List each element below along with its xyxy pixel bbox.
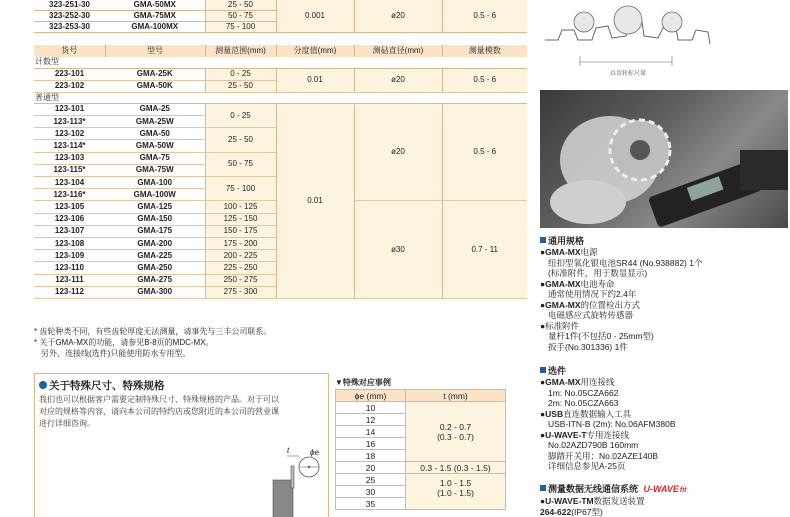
list-item-text: 标准附件 [545, 320, 580, 331]
main-table-wrap [34, 45, 527, 299]
blue-bullet-icon [39, 381, 47, 389]
u-wave-logo [644, 484, 687, 494]
cell-module: 0.5 - 6 [442, 0, 527, 33]
list-item-text: 电源 [580, 247, 598, 257]
cell-diameter: ø30 [354, 201, 442, 299]
cell-range: 125 - 150 [205, 213, 276, 225]
header-t: t (mm) [406, 390, 506, 402]
micrometer-photo-art [540, 90, 788, 228]
main-table [34, 45, 527, 299]
list-item-text: 专用连接线 [586, 429, 630, 440]
cell-model: GMA-75W [105, 164, 205, 176]
list-item [540, 419, 788, 430]
list-item [540, 321, 788, 332]
cell-t-group1 [406, 402, 506, 462]
cell-module: 0.5 - 6 [442, 103, 527, 201]
cell-code: 123-104 [34, 177, 105, 189]
header-code: 货号 [34, 45, 105, 57]
footnote-2: * 关于GMA-MX的功能，请参见B-8页的MDC-MX。 [34, 338, 214, 347]
list-item [540, 430, 788, 441]
diagram-label-phi: ϕe [310, 448, 319, 457]
cell-code: 123-110 [34, 262, 105, 274]
special-table-header [336, 390, 506, 402]
list-item-text: 的位置检出方式 [580, 299, 641, 310]
right-panel [530, 0, 790, 517]
list-item-bold: ● [540, 320, 546, 331]
list-item [540, 440, 788, 451]
blue-square-icon [540, 485, 546, 491]
opt-title-row [540, 366, 788, 377]
special-text-line: 对应的规格等内容，请向本公司的特约店或您附近的本公司的营业课 [39, 407, 279, 416]
cell-model: GMA-50K [105, 80, 205, 92]
list-item [540, 507, 788, 517]
list-item-text: 用连接线 [580, 377, 615, 387]
table-header [34, 45, 527, 57]
cell-code: 123-116* [34, 189, 105, 201]
list-item-text: 数据发送装置 [593, 496, 645, 506]
cell-t-group2: 0.3 - 1.5 (0.3 - 1.5) [406, 462, 506, 474]
top-table [34, 0, 527, 33]
list-item [540, 342, 788, 353]
list-item-text: 直连数据输入工具 [563, 408, 632, 419]
wireless-title: 测量数据无线通信系统 [548, 484, 639, 494]
cell-diameter: ø20 [354, 68, 442, 92]
product-photo [540, 90, 788, 228]
list-item [540, 300, 788, 311]
logo-text: U-WAVE [643, 484, 679, 494]
cell-module: 0.5 - 6 [442, 68, 527, 92]
cell-code: 123-102 [34, 128, 105, 140]
list-item-text: 电磁感应式旋转传感器 [548, 310, 634, 320]
cell-code: 123-112 [34, 286, 105, 298]
std-title-row [540, 236, 788, 247]
cell-range: 50 - 75 [205, 152, 276, 176]
cell-range: 0 - 25 [205, 103, 276, 127]
diagram-label-t: t [287, 446, 290, 455]
cell-range: 25 - 50 [205, 80, 276, 92]
list-item [540, 377, 788, 388]
cell-model: GMA-25 [105, 103, 205, 115]
blue-square-icon [540, 367, 546, 373]
list-item [540, 398, 788, 409]
list-item-text: 详细信息参见A-25页 [548, 461, 626, 471]
cell-model: GMA-25K [105, 68, 205, 80]
cell-model: GMA-100 [105, 177, 205, 189]
cell-model: GMA-275 [105, 274, 205, 286]
special-size-box [34, 373, 329, 517]
cell-range: 0 - 25 [205, 68, 276, 80]
cell-range: 225 - 250 [205, 262, 276, 274]
cell-code: 223-102 [34, 80, 105, 92]
cell-model: GMA-150 [105, 213, 205, 225]
cell-model: GMA-50W [105, 140, 205, 152]
cell-t-group3 [406, 474, 506, 510]
list-item-text: 电池寿命 [580, 278, 615, 289]
cell-code: 123-103 [34, 152, 105, 164]
list-item-bold: ●GMA-MX [540, 247, 581, 257]
list-item [540, 247, 788, 258]
cell-diameter: ø20 [354, 0, 442, 33]
spindle-shape [273, 480, 293, 517]
cell-range: 25 - 50 [205, 128, 276, 152]
special-table [335, 389, 506, 510]
list-item-text: 扳手(No.301336) 1件 [548, 341, 628, 352]
cell-code: 123-101 [34, 103, 105, 115]
cell-model: GMA-300 [105, 286, 205, 298]
list-item-bold: ●GMA-MX [540, 278, 581, 289]
cell-model: GMA-125 [105, 201, 205, 213]
list-item [540, 451, 788, 462]
special-text [39, 394, 279, 430]
standard-spec [540, 236, 788, 352]
cell-code: 323-253-30 [34, 22, 105, 33]
cell-resolution: 0.01 [276, 103, 354, 298]
special-row [336, 402, 506, 414]
cell-range: 175 - 200 [205, 237, 276, 249]
cell-phi: 35 [336, 498, 406, 510]
list-item-text: (标准附件，用于数显显示) [548, 268, 648, 278]
cell-code: 123-109 [34, 250, 105, 262]
special-table-title: ▼特殊对应事例 [335, 378, 391, 387]
cell-phi: 25 [336, 474, 406, 486]
list-item-bold: ●GMA-MX [540, 377, 581, 387]
cell-resolution: 0.01 [276, 68, 354, 92]
cell-model: GMA-175 [105, 225, 205, 237]
list-item [540, 409, 788, 420]
cell-phi: 16 [336, 438, 406, 450]
cell-phi: 12 [336, 414, 406, 426]
cell-code: 323-251-30 [34, 0, 105, 11]
list-item-text: 脚踏开关用：No.02AZE140B [548, 450, 659, 461]
footnote-3: 另外、连接线(选件)只能使用防水专用型。 [41, 349, 191, 358]
special-title-row [39, 378, 165, 393]
special-text-line: 进行详细咨询。 [39, 419, 95, 428]
special-row [336, 462, 506, 474]
cell-range: 25 - 50 [205, 0, 276, 11]
cell-code: 123-111 [34, 274, 105, 286]
cell-model: GMA-75 [105, 152, 205, 164]
list-item-text: 纽扣型氧化银电池SR44 (No.938882) 1个 [548, 257, 703, 268]
list-item-text: USB-ITN-B (2m): No.06AFM380B [548, 419, 676, 429]
list-item-text: 2m: No.05CZA663 [548, 398, 619, 408]
cell-model: GMA-75MX [105, 11, 205, 22]
wireless-list [540, 496, 788, 517]
t-range: 0.2 - 0.7 [439, 421, 472, 432]
list-item [540, 279, 788, 290]
list-item [540, 310, 788, 321]
table-row [34, 68, 527, 80]
wireless-spec [540, 484, 788, 517]
list-item-text: No.02AZD790B 160mm [548, 440, 639, 450]
cell-phi: 10 [336, 402, 406, 414]
section-label-normal: 普通型 [34, 92, 527, 103]
list-item-text: (IP67型) [571, 506, 603, 517]
cell-range: 200 - 225 [205, 250, 276, 262]
cell-code: 123-108 [34, 237, 105, 249]
list-item-bold: ●U-WAVE-T [540, 429, 587, 440]
cell-code: 123-105 [34, 201, 105, 213]
list-item [540, 258, 788, 269]
list-item [540, 461, 788, 472]
t-range-paren: (1.0 - 1.5) [437, 488, 474, 498]
list-item-bold: ●GMA-MX [540, 299, 581, 310]
list-item [540, 289, 788, 300]
list-item [540, 331, 788, 342]
cell-phi: 30 [336, 486, 406, 498]
cell-code: 223-101 [34, 68, 105, 80]
cell-model: GMA-225 [105, 250, 205, 262]
header-range: 测量范围(mm) [205, 45, 276, 57]
cell-model: GMA-200 [105, 237, 205, 249]
header-resolution: 分度值(mm) [276, 45, 354, 57]
t-range: 1.0 - 1.5 [439, 478, 472, 488]
section-label-counter: 计数型 [34, 57, 527, 68]
cell-phi: 20 [336, 462, 406, 474]
cell-code: 323-252-30 [34, 11, 105, 22]
cell-range: 150 - 175 [205, 225, 276, 237]
list-item-bold: ●USB [540, 408, 564, 419]
list-item [540, 268, 788, 279]
drawing-label: 以齿轮标尺量 [610, 71, 647, 77]
list-item-text: 1m: No.05CZA662 [548, 387, 619, 398]
cell-phi: 18 [336, 450, 406, 462]
cell-resolution: 0.001 [276, 0, 354, 33]
cell-range: 275 - 300 [205, 286, 276, 298]
cell-range: 75 - 100 [205, 177, 276, 201]
options-spec [540, 366, 788, 472]
footnote-1: * 齿轮种类不同，有些齿轮厚度无法测量，请事先与三丰公司联系。 [34, 327, 272, 336]
special-text-line: 我们也可以根据客户需要定制特殊尺寸、特殊规格的产品。对于可以 [39, 395, 279, 404]
list-item-text: 量杆1件(不包括0 - 25mm型) [548, 331, 654, 341]
special-title: 关于特殊尺寸、特殊规格 [49, 380, 165, 392]
cell-model: GMA-100MX [105, 22, 205, 33]
special-row [336, 474, 506, 486]
list-item [540, 388, 788, 399]
cell-code: 123-106 [34, 213, 105, 225]
top-table-wrap [34, 0, 527, 34]
cell-range: 75 - 100 [205, 22, 276, 33]
std-list [540, 247, 788, 352]
std-title: 通用规格 [548, 236, 585, 246]
list-item-text: 通常使用情况下约2.4年 [548, 289, 637, 299]
cell-range: 50 - 75 [205, 11, 276, 22]
t-range-paren: (0.3 - 0.7) [437, 431, 474, 442]
logo-fit: fit [679, 487, 687, 494]
blue-square-icon [540, 237, 546, 243]
cell-range: 250 - 275 [205, 274, 276, 286]
opt-title: 选件 [548, 366, 567, 376]
wireless-title-row [540, 484, 788, 496]
cell-code: 123-115* [34, 164, 105, 176]
cell-module: 0.7 - 11 [442, 201, 527, 299]
cell-model: GMA-50 [105, 128, 205, 140]
list-item-bold: 264-622 [540, 506, 572, 517]
cell-model: GMA-50MX [105, 0, 205, 11]
cell-diameter: ø20 [354, 103, 442, 201]
anvil-disc [291, 466, 294, 488]
cell-code: 123-113* [34, 116, 105, 128]
table-row [34, 103, 527, 115]
header-diameter: 测砧直径(mm) [354, 45, 442, 57]
cell-range: 100 - 125 [205, 201, 276, 213]
cell-phi: 14 [336, 426, 406, 438]
list-item-bold: ●U-WAVE-TM [540, 496, 594, 506]
special-table-wrap [335, 377, 505, 510]
list-item [540, 496, 788, 507]
cell-code: 123-114* [34, 140, 105, 152]
header-phi: ϕe (mm) [336, 390, 406, 402]
cell-code: 123-107 [34, 225, 105, 237]
cell-model: GMA-250 [105, 262, 205, 274]
header-model: 型号 [105, 45, 205, 57]
header-module: 测量模数 [442, 45, 527, 57]
cell-model: GMA-100W [105, 189, 205, 201]
opt-list [540, 377, 788, 472]
cell-model: GMA-25W [105, 116, 205, 128]
footnotes [34, 326, 524, 359]
